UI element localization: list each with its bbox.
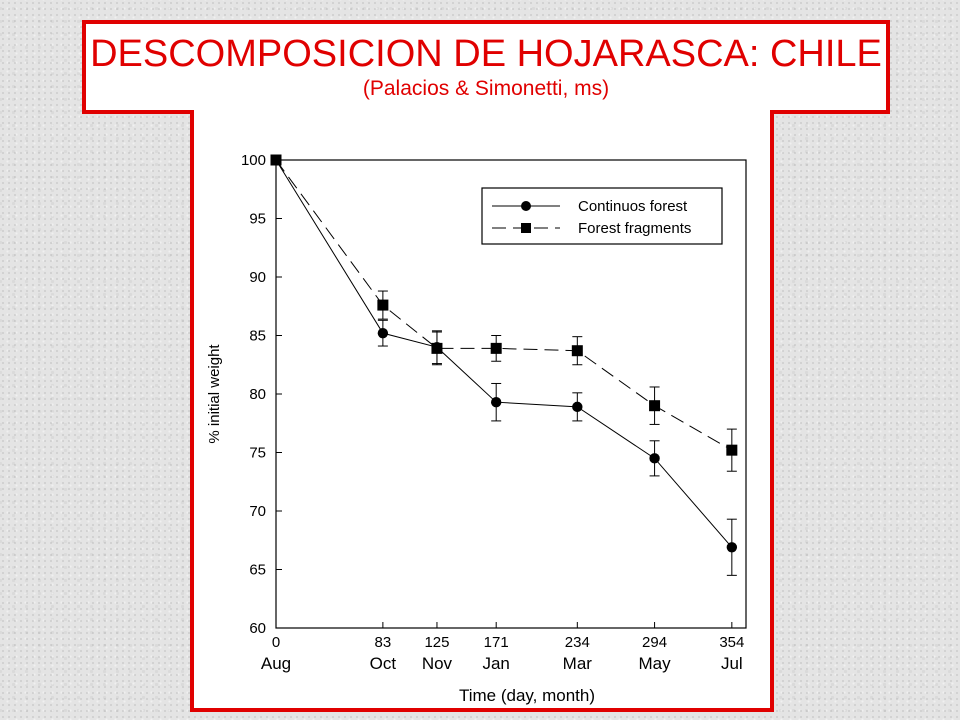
- data-point-square: [271, 155, 282, 166]
- x-tick-month-label: May: [638, 654, 671, 673]
- y-tick-label: 70: [249, 503, 266, 520]
- data-point-square: [377, 300, 388, 311]
- y-tick-label: 60: [249, 620, 266, 637]
- data-point-square: [491, 343, 502, 354]
- x-tick-month-label: Mar: [562, 654, 592, 673]
- slide-title: DESCOMPOSICION DE HOJARASCA: CHILE: [90, 33, 882, 75]
- slide-subtitle: (Palacios & Simonetti, ms): [362, 77, 610, 100]
- data-point-circle: [572, 402, 582, 412]
- x-tick-day-label: 354: [719, 634, 745, 651]
- y-tick-label: 75: [249, 444, 266, 462]
- y-tick-label: 65: [249, 561, 266, 579]
- data-point-square: [726, 445, 737, 456]
- title-banner: [82, 20, 890, 114]
- x-tick-month-label: Aug: [260, 654, 292, 673]
- x-tick-month-label: Oct: [369, 654, 397, 673]
- data-point-circle: [491, 397, 501, 407]
- legend-marker-square: [521, 223, 531, 233]
- data-point-square: [572, 345, 583, 356]
- x-tick-day-label: 171: [483, 634, 509, 651]
- data-point-circle: [649, 453, 659, 463]
- legend-marker-circle: [521, 201, 531, 211]
- data-point-square: [649, 400, 660, 411]
- x-axis-label: Time (day, month): [458, 686, 596, 705]
- x-tick-day-label: 0: [271, 634, 281, 651]
- y-tick-label: 100: [240, 152, 266, 169]
- data-point-square: [431, 343, 442, 354]
- x-tick-day-label: 83: [374, 634, 392, 651]
- x-tick-day-label: 294: [642, 634, 668, 651]
- y-tick-label: 90: [249, 269, 266, 286]
- y-axis-label: % initial weight: [206, 344, 223, 444]
- line-chart: [194, 110, 770, 708]
- x-tick-month-label: Nov: [421, 654, 453, 673]
- x-tick-month-label: Jul: [720, 654, 743, 673]
- chart-panel: [190, 110, 774, 712]
- legend-label-1: Continuos forest: [578, 198, 688, 215]
- y-tick-label: 95: [249, 210, 266, 228]
- y-tick-label: 85: [249, 327, 266, 345]
- x-tick-month-label: Jan: [482, 654, 510, 673]
- x-tick-day-label: 234: [564, 634, 590, 651]
- y-tick-label: 80: [249, 386, 266, 403]
- x-tick-day-label: 125: [424, 634, 450, 651]
- legend-label-2: Forest fragments: [578, 220, 692, 237]
- data-point-circle: [727, 542, 737, 552]
- data-point-circle: [378, 328, 388, 338]
